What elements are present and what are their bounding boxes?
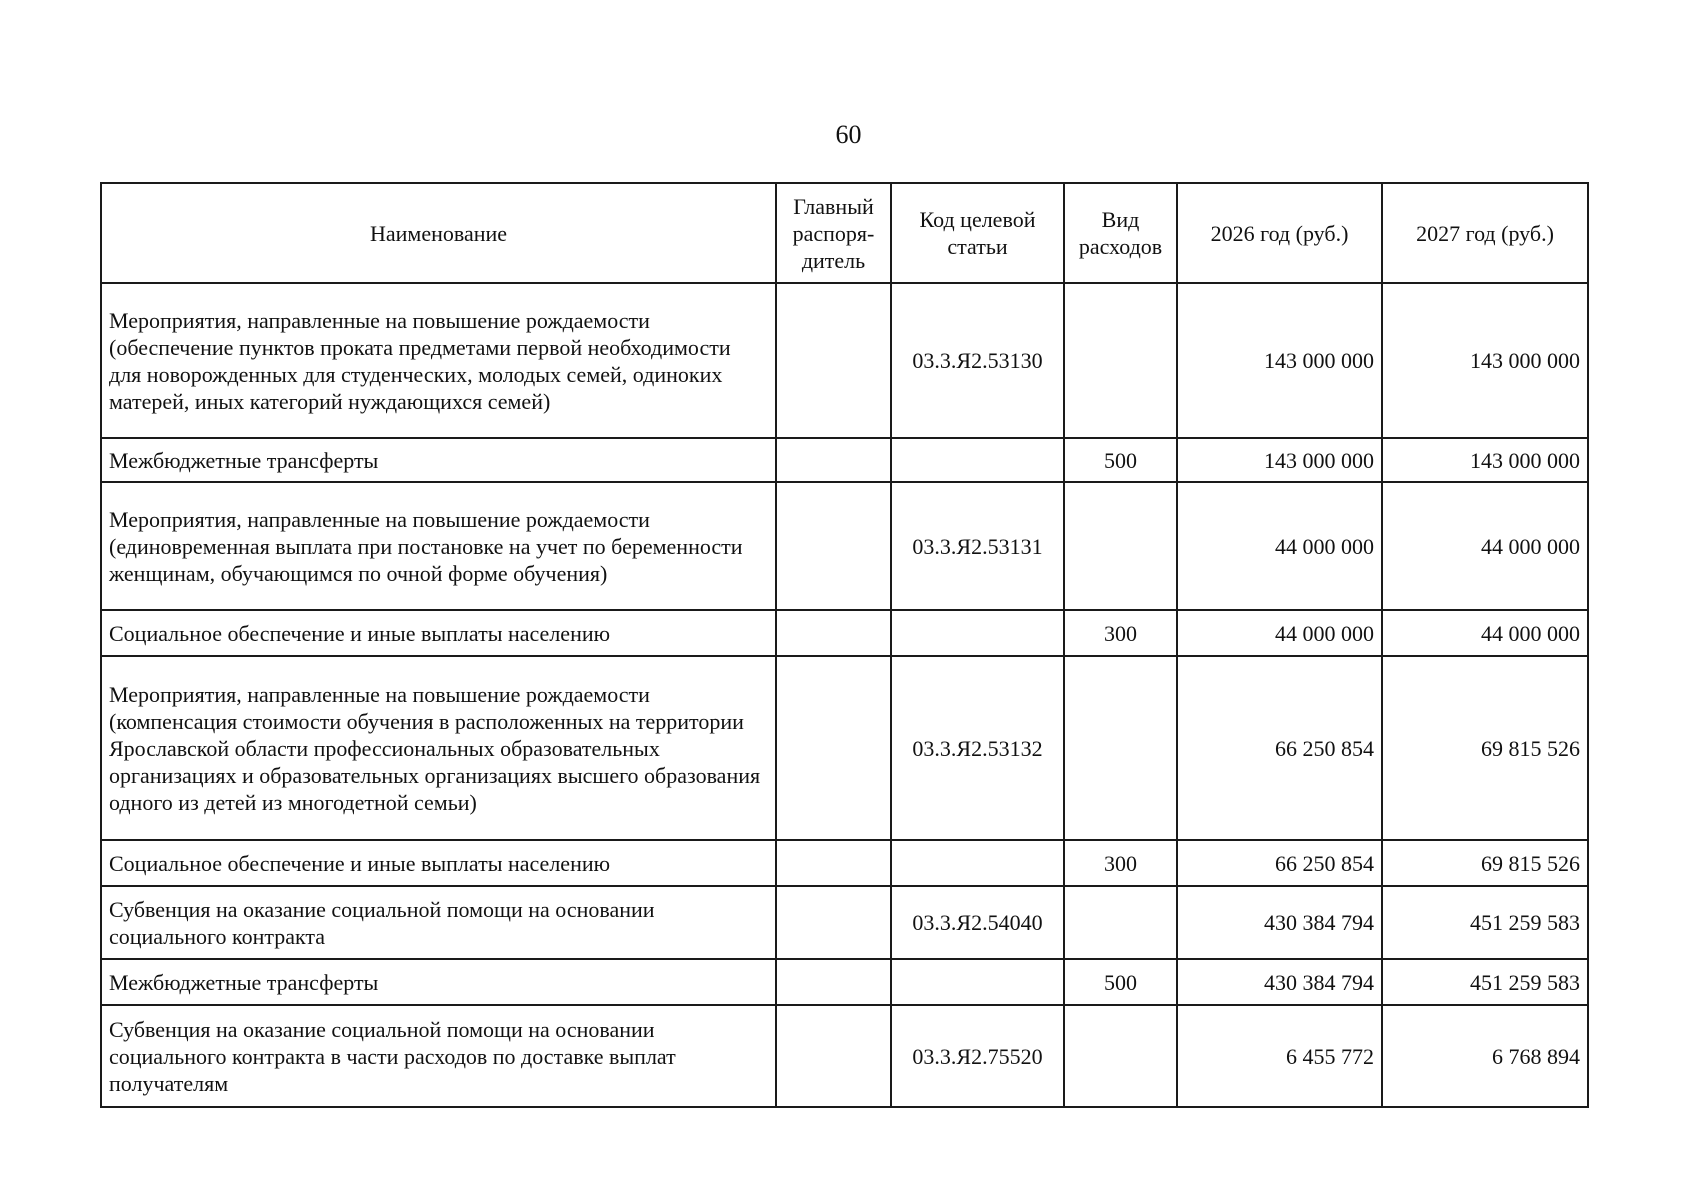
cell-2027: 451 259 583	[1382, 886, 1588, 959]
cell-2026: 66 250 854	[1177, 840, 1382, 886]
page-number: 60	[835, 120, 862, 149]
cell-name: Социальное обеспечение и иные выплаты населению	[101, 610, 776, 656]
cell-manager	[776, 283, 891, 438]
table-row	[101, 656, 1588, 840]
header-2026: 2026 год (руб.)	[1177, 183, 1382, 283]
cell-2027: 143 000 000	[1382, 283, 1588, 438]
cell-manager	[776, 656, 891, 840]
table-row	[101, 438, 1588, 482]
cell-2026: 44 000 000	[1177, 482, 1382, 610]
cell-2026: 430 384 794	[1177, 886, 1382, 959]
cell-manager	[776, 886, 891, 959]
cell-name: Социальное обеспечение и иные выплаты населению	[101, 840, 776, 886]
cell-2026: 430 384 794	[1177, 959, 1382, 1005]
cell-code	[891, 438, 1064, 482]
cell-code: 03.3.Я2.53132	[891, 656, 1064, 840]
cell-name: Мероприятия, направленные на повышение рождаемости (обеспечение пунктов проката предметами первой необходимости для новорожденных для студенческих, молодых семей, одиноких матерей, иных категорий нуждающихся семей)	[101, 283, 776, 438]
header-expense-type: Вид расходов	[1064, 183, 1177, 283]
cell-expense-type: 500	[1064, 959, 1177, 1005]
cell-2026: 44 000 000	[1177, 610, 1382, 656]
table-header	[101, 183, 1588, 283]
cell-expense-type: 300	[1064, 610, 1177, 656]
table-row	[101, 886, 1588, 959]
table-row	[101, 959, 1588, 1005]
cell-name: Мероприятия, направленные на повышение рождаемости (компенсация стоимости обучения в расположенных на территории Ярославской области профессиональных образовательных организациях и образовательных организациях высшего образования одного из детей из многодетной семьи)	[101, 656, 776, 840]
table-row	[101, 610, 1588, 656]
cell-name: Мероприятия, направленные на повышение рождаемости (единовременная выплата при постановке на учет по беременности женщинам, обучающимся по очной форме обучения)	[101, 482, 776, 610]
cell-manager	[776, 482, 891, 610]
cell-name: Межбюджетные трансферты	[101, 438, 776, 482]
table-row	[101, 482, 1588, 610]
header-row	[101, 183, 1588, 283]
cell-2027: 6 768 894	[1382, 1005, 1588, 1107]
header-2027: 2027 год (руб.)	[1382, 183, 1588, 283]
table-body	[101, 283, 1588, 1107]
header-manager: Главный распоря-дитель	[776, 183, 891, 283]
cell-expense-type	[1064, 656, 1177, 840]
cell-expense-type: 500	[1064, 438, 1177, 482]
cell-name: Субвенция на оказание социальной помощи на основании социального контракта	[101, 886, 776, 959]
cell-2027: 69 815 526	[1382, 840, 1588, 886]
cell-expense-type	[1064, 886, 1177, 959]
cell-code	[891, 840, 1064, 886]
cell-manager	[776, 610, 891, 656]
budget-table	[100, 182, 1589, 1108]
header-name: Наименование	[101, 183, 776, 283]
cell-2027: 44 000 000	[1382, 610, 1588, 656]
cell-2026: 143 000 000	[1177, 283, 1382, 438]
cell-name: Межбюджетные трансферты	[101, 959, 776, 1005]
cell-expense-type	[1064, 1005, 1177, 1107]
cell-code	[891, 959, 1064, 1005]
cell-manager	[776, 1005, 891, 1107]
cell-code: 03.3.Я2.53130	[891, 283, 1064, 438]
cell-2026: 143 000 000	[1177, 438, 1382, 482]
cell-2027: 69 815 526	[1382, 656, 1588, 840]
table-row	[101, 1005, 1588, 1107]
cell-2026: 6 455 772	[1177, 1005, 1382, 1107]
table-row	[101, 283, 1588, 438]
cell-manager	[776, 959, 891, 1005]
cell-2027: 44 000 000	[1382, 482, 1588, 610]
cell-code: 03.3.Я2.54040	[891, 886, 1064, 959]
table-row	[101, 840, 1588, 886]
cell-2027: 451 259 583	[1382, 959, 1588, 1005]
cell-name: Субвенция на оказание социальной помощи на основании социального контракта в части расходов по доставке выплат получателям	[101, 1005, 776, 1107]
cell-code	[891, 610, 1064, 656]
cell-2026: 66 250 854	[1177, 656, 1382, 840]
cell-expense-type	[1064, 283, 1177, 438]
cell-expense-type	[1064, 482, 1177, 610]
cell-manager	[776, 840, 891, 886]
cell-code: 03.3.Я2.53131	[891, 482, 1064, 610]
cell-2027: 143 000 000	[1382, 438, 1588, 482]
cell-code: 03.3.Я2.75520	[891, 1005, 1064, 1107]
cell-expense-type: 300	[1064, 840, 1177, 886]
header-code: Код целевой статьи	[891, 183, 1064, 283]
cell-manager	[776, 438, 891, 482]
